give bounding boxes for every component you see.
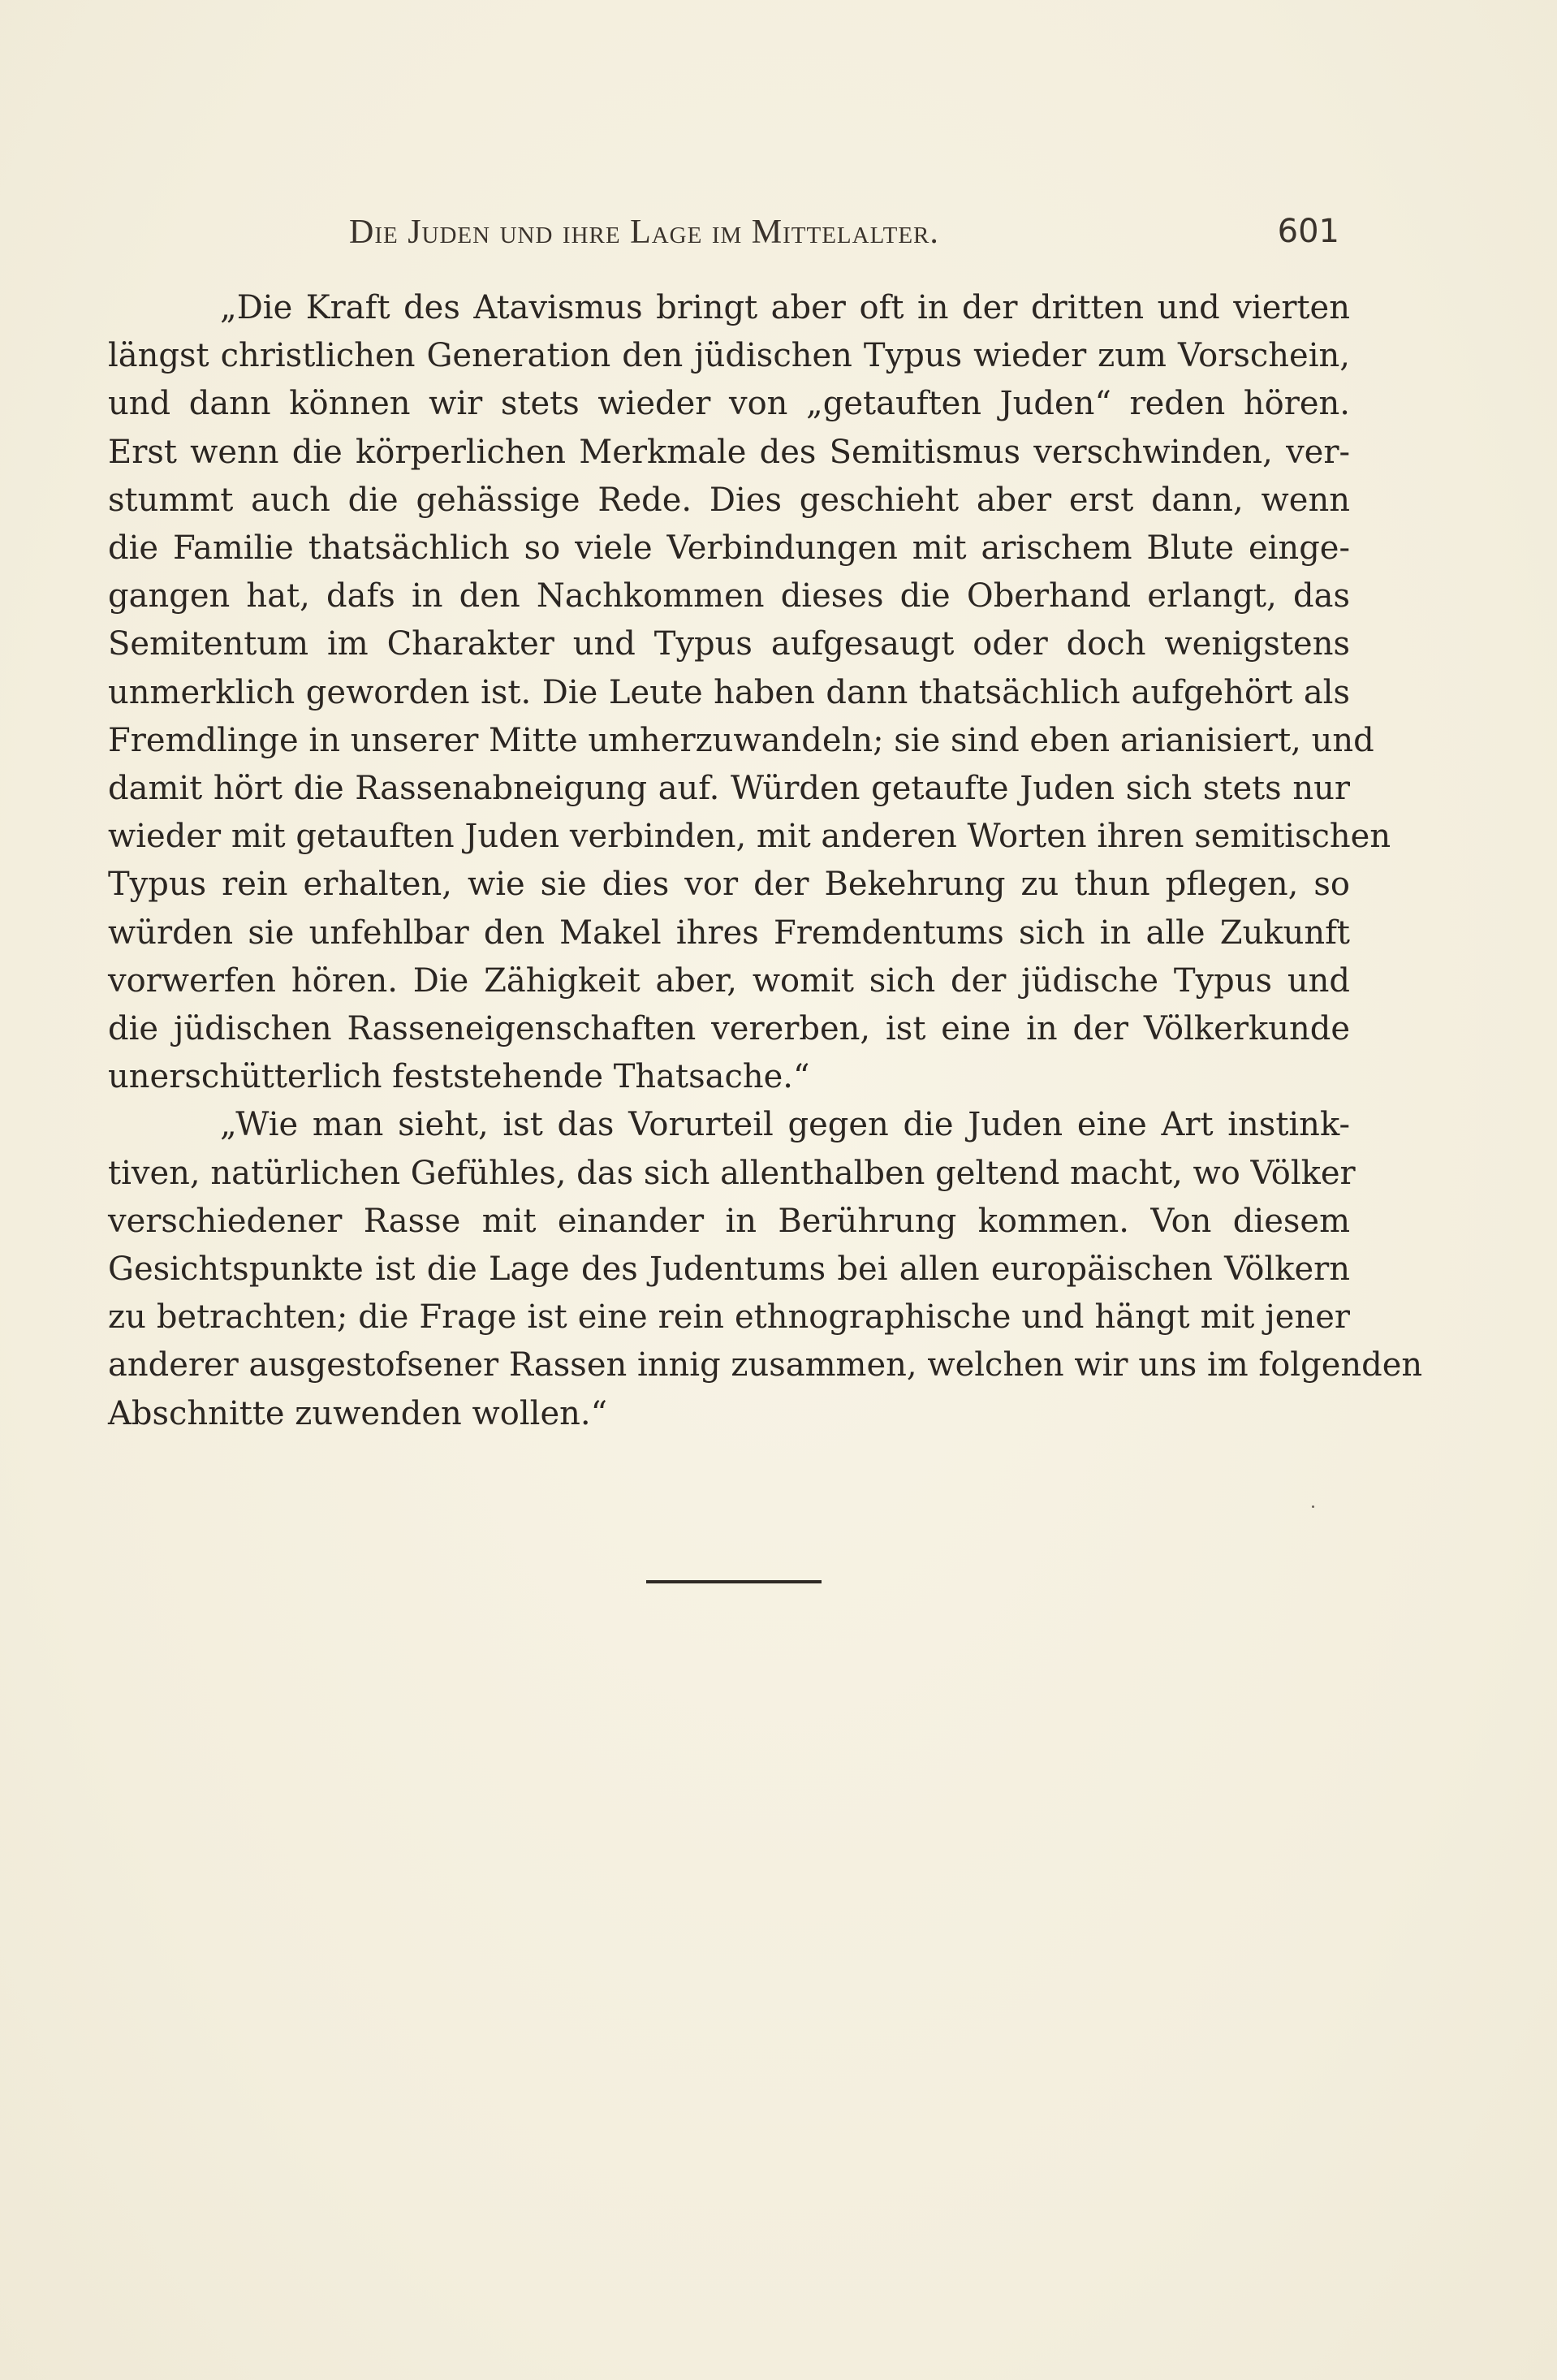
- text-line: gangen hat, dafs in den Nachkommen dieses die Oberhand erlangt, das: [108, 577, 1350, 616]
- text-line: die jüdischen Rasseneigenschaften vererben, ist eine in der Völkerkunde: [108, 1010, 1350, 1048]
- page-number: 601: [1277, 213, 1339, 250]
- text-line: damit hört die Rassenabneigung auf. Würden getaufte Juden sich stets nur: [108, 770, 1350, 808]
- text-line: stummt auch die gehässige Rede. Dies geschieht aber erst dann, wenn: [108, 481, 1350, 519]
- text-line: unerschütterlich feststehende Thatsache.“: [108, 1058, 810, 1096]
- text-line: wieder mit getauften Juden verbinden, mit anderen Worten ihren semitischen: [108, 818, 1391, 856]
- print-speck: [1312, 1505, 1314, 1508]
- text-line: „Die Kraft des Atavismus bringt aber oft in der dritten und vierten: [220, 289, 1350, 326]
- text-line: Gesichtspunkte ist die Lage des Judentums bei allen europäischen Völkern: [108, 1250, 1350, 1289]
- body-text: [108, 284, 1423, 1438]
- text-line: vorwerfen hören. Die Zähigkeit aber, womit sich der jüdische Typus und: [108, 961, 1350, 1000]
- running-head: [349, 213, 1339, 261]
- text-line: Semitentum im Charakter und Typus aufgesaugt oder doch wenigstens: [108, 625, 1350, 663]
- running-head-title: Die Juden und ihre Lage im Mittelalter.: [349, 214, 939, 251]
- paragraph-1: [108, 284, 1391, 1101]
- text-line: „Wie man sieht, ist das Vorurteil gegen die Juden eine Art instink-: [220, 1106, 1350, 1144]
- text-line: Fremdlinge in unserer Mitte umherzuwandeln; sie sind eben arianisiert, und: [108, 721, 1374, 759]
- text-line: unmerklich geworden ist. Die Leute haben dann thatsächlich aufgehört als: [108, 673, 1350, 711]
- text-line: tiven, natürlichen Gefühles, das sich allenthalben geltend macht, wo Völker: [108, 1154, 1356, 1192]
- text-line: die Familie thatsächlich so viele Verbindungen mit arischem Blute einge-: [108, 529, 1350, 568]
- text-line: würden sie unfehlbar den Makel ihres Fremdentums sich in alle Zukunft: [108, 914, 1350, 952]
- text-line: und dann können wir stets wieder von „getauften Juden“ reden hören.: [108, 385, 1350, 423]
- section-divider-rule: [646, 1580, 822, 1583]
- paragraph-2: [108, 1101, 1423, 1437]
- text-line: längst christlichen Generation den jüdischen Typus wieder zum Vorschein,: [108, 337, 1350, 375]
- text-line: zu betrachten; die Frage ist eine rein ethnographische und hängt mit jener: [108, 1298, 1350, 1337]
- text-line: anderer ausgestofsener Rassen innig zusammen, welchen wir uns im folgenden: [108, 1346, 1423, 1384]
- text-line: Typus rein erhalten, wie sie dies vor der Bekehrung zu thun pflegen, so: [108, 866, 1350, 904]
- text-line: verschiedener Rasse mit einander in Berührung kommen. Von diesem: [108, 1202, 1350, 1240]
- text-line: Erst wenn die körperlichen Merkmale des Semitismus verschwinden, ver-: [108, 433, 1350, 471]
- text-line: Abschnitte zuwenden wollen.“: [108, 1394, 608, 1432]
